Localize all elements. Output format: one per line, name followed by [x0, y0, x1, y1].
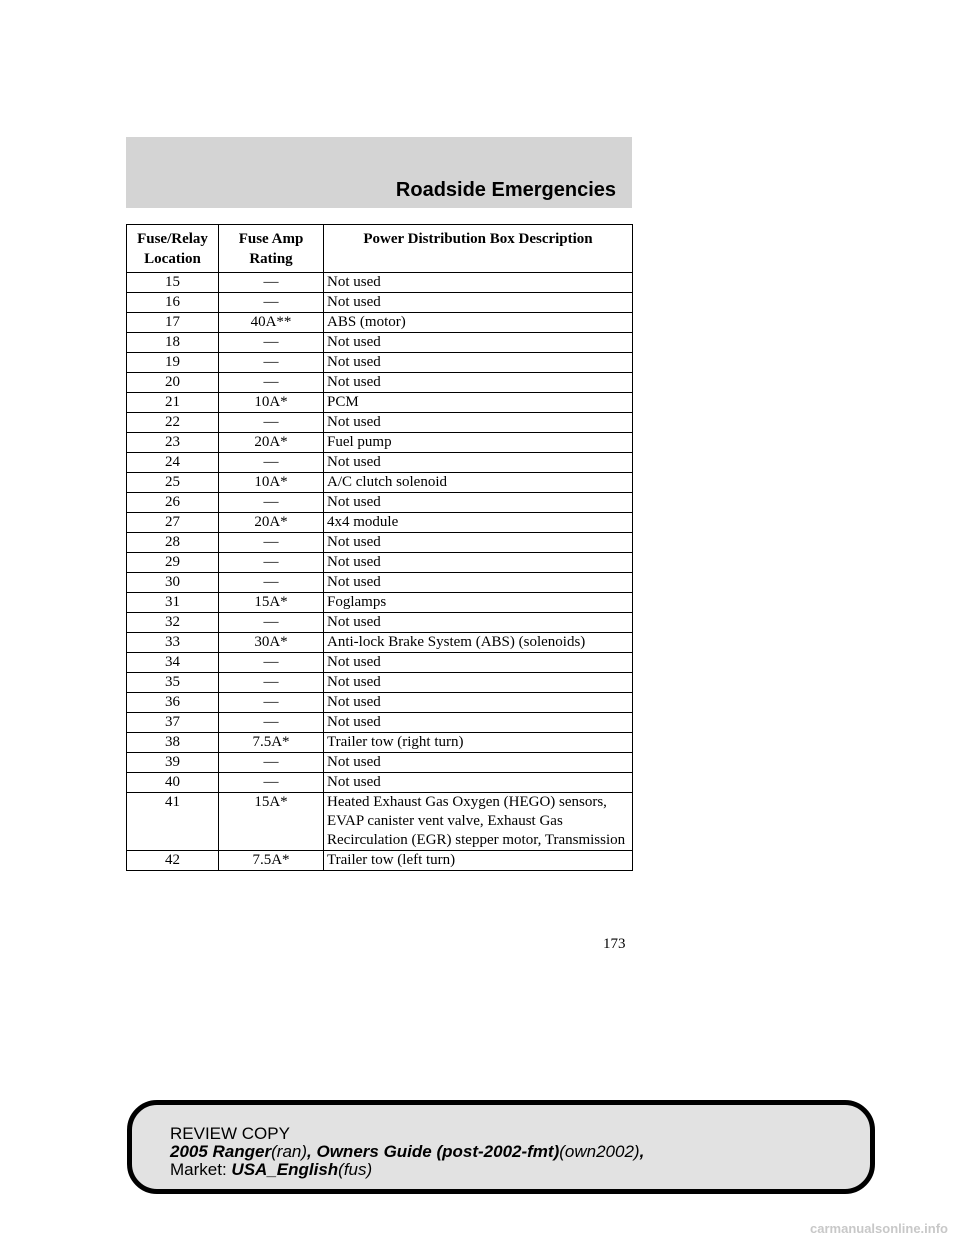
table-row	[127, 593, 633, 613]
cell-location: 25	[127, 473, 219, 493]
table-row	[127, 313, 633, 333]
column-header-description: Power Distribution Box Description	[324, 225, 633, 273]
table-row	[127, 553, 633, 573]
cell-rating: —	[219, 653, 324, 673]
cell-description: Anti-lock Brake System (ABS) (solenoids)	[324, 633, 633, 653]
cell-rating: —	[219, 273, 324, 293]
guide-name: Owners Guide (post-2002-fmt)	[316, 1142, 560, 1161]
table-row	[127, 733, 633, 753]
cell-location: 15	[127, 273, 219, 293]
cell-description: Not used	[324, 693, 633, 713]
cell-rating: —	[219, 693, 324, 713]
cell-rating: 15A*	[219, 593, 324, 613]
cell-location: 20	[127, 373, 219, 393]
cell-description: Not used	[324, 573, 633, 593]
cell-rating: —	[219, 373, 324, 393]
cell-description: PCM	[324, 393, 633, 413]
table-row	[127, 673, 633, 693]
cell-rating: —	[219, 713, 324, 733]
cell-location: 30	[127, 573, 219, 593]
cell-location: 19	[127, 353, 219, 373]
cell-rating: 20A*	[219, 513, 324, 533]
cell-description: Trailer tow (left turn)	[324, 851, 633, 871]
cell-location: 29	[127, 553, 219, 573]
table-row	[127, 373, 633, 393]
footer-line-review	[170, 1125, 644, 1143]
fuse-table	[126, 224, 633, 871]
cell-location: 34	[127, 653, 219, 673]
market-code: (fus)	[338, 1160, 373, 1179]
table-row	[127, 273, 633, 293]
cell-location: 42	[127, 851, 219, 871]
cell-description: Not used	[324, 293, 633, 313]
cell-description: Not used	[324, 373, 633, 393]
header-band	[126, 137, 632, 208]
cell-rating: —	[219, 753, 324, 773]
table-row	[127, 851, 633, 871]
table-body	[127, 273, 633, 871]
section-title: Roadside Emergencies	[395, 179, 616, 201]
cell-location: 33	[127, 633, 219, 653]
table-row	[127, 433, 633, 453]
cell-rating: —	[219, 293, 324, 313]
model-code: (ran)	[271, 1142, 308, 1161]
table-row	[127, 473, 633, 493]
cell-rating: —	[219, 493, 324, 513]
cell-rating: 30A*	[219, 633, 324, 653]
table-row	[127, 753, 633, 773]
cell-description: ABS (motor)	[324, 313, 633, 333]
table-row	[127, 693, 633, 713]
table-row	[127, 293, 633, 313]
cell-rating: —	[219, 453, 324, 473]
cell-location: 40	[127, 773, 219, 793]
footer-box	[127, 1100, 875, 1194]
table-row	[127, 773, 633, 793]
cell-rating: 40A**	[219, 313, 324, 333]
cell-location: 38	[127, 733, 219, 753]
table-row	[127, 393, 633, 413]
footer-line-market	[170, 1161, 644, 1179]
cell-rating: —	[219, 353, 324, 373]
cell-rating: 7.5A*	[219, 851, 324, 871]
cell-location: 18	[127, 333, 219, 353]
table-header-row	[127, 225, 633, 273]
cell-description: Not used	[324, 273, 633, 293]
cell-location: 21	[127, 393, 219, 413]
cell-rating: —	[219, 613, 324, 633]
cell-description: Not used	[324, 453, 633, 473]
cell-rating: —	[219, 773, 324, 793]
cell-location: 41	[127, 793, 219, 851]
cell-location: 27	[127, 513, 219, 533]
column-header-rating: Fuse Amp Rating	[219, 225, 324, 273]
cell-location: 39	[127, 753, 219, 773]
table-row	[127, 653, 633, 673]
cell-description: Trailer tow (right turn)	[324, 733, 633, 753]
cell-description: Not used	[324, 773, 633, 793]
cell-location: 35	[127, 673, 219, 693]
table-row	[127, 713, 633, 733]
cell-location: 31	[127, 593, 219, 613]
cell-rating: —	[219, 333, 324, 353]
cell-location: 22	[127, 413, 219, 433]
cell-description: Not used	[324, 673, 633, 693]
cell-rating: 7.5A*	[219, 733, 324, 753]
table-row	[127, 413, 633, 433]
review-copy-label: REVIEW COPY	[170, 1124, 290, 1143]
cell-rating: —	[219, 673, 324, 693]
cell-rating: —	[219, 413, 324, 433]
cell-description: Not used	[324, 413, 633, 433]
cell-description: Not used	[324, 613, 633, 633]
cell-location: 37	[127, 713, 219, 733]
model-name: 2005 Ranger	[170, 1142, 272, 1161]
cell-rating: 20A*	[219, 433, 324, 453]
table-row	[127, 533, 633, 553]
cell-rating: 10A*	[219, 393, 324, 413]
table-row	[127, 353, 633, 373]
cell-description: Not used	[324, 333, 633, 353]
cell-description: Not used	[324, 533, 633, 553]
cell-description: Fuel pump	[324, 433, 633, 453]
table-row	[127, 793, 633, 851]
page-number: 173	[603, 936, 626, 952]
table-row	[127, 513, 633, 533]
cell-description: A/C clutch solenoid	[324, 473, 633, 493]
cell-location: 16	[127, 293, 219, 313]
cell-description: Heated Exhaust Gas Oxygen (HEGO) sensors, EVAP canister vent valve, Exhaust Gas Recirculation (EGR) stepper motor, Transmission	[324, 793, 633, 851]
market-label: Market:	[170, 1160, 227, 1179]
cell-rating: 15A*	[219, 793, 324, 851]
table-row	[127, 333, 633, 353]
table-row	[127, 573, 633, 593]
cell-location: 32	[127, 613, 219, 633]
cell-location: 24	[127, 453, 219, 473]
column-header-location: Fuse/Relay Location	[127, 225, 219, 273]
cell-location: 23	[127, 433, 219, 453]
cell-description: Foglamps	[324, 593, 633, 613]
cell-description: Not used	[324, 353, 633, 373]
cell-location: 28	[127, 533, 219, 553]
cell-description: Not used	[324, 493, 633, 513]
cell-rating: —	[219, 573, 324, 593]
table-row	[127, 633, 633, 653]
footer-line-model: 2005 Ranger(ran), Owners Guide (post-2002-fmt)(own2002),	[170, 1142, 645, 1161]
cell-location: 17	[127, 313, 219, 333]
market-name: USA_English	[231, 1160, 339, 1179]
cell-description: Not used	[324, 653, 633, 673]
cell-description: Not used	[324, 753, 633, 773]
cell-description: 4x4 module	[324, 513, 633, 533]
cell-description: Not used	[324, 713, 633, 733]
cell-location: 26	[127, 493, 219, 513]
table-row	[127, 453, 633, 473]
cell-rating: —	[219, 553, 324, 573]
cell-rating: 10A*	[219, 473, 324, 493]
cell-location: 36	[127, 693, 219, 713]
watermark: carmanualsonline.info	[810, 1221, 948, 1236]
table-row	[127, 613, 633, 633]
footer-text	[170, 1125, 644, 1179]
cell-rating: —	[219, 533, 324, 553]
cell-description: Not used	[324, 553, 633, 573]
table-row	[127, 493, 633, 513]
guide-code: (own2002)	[559, 1142, 640, 1161]
